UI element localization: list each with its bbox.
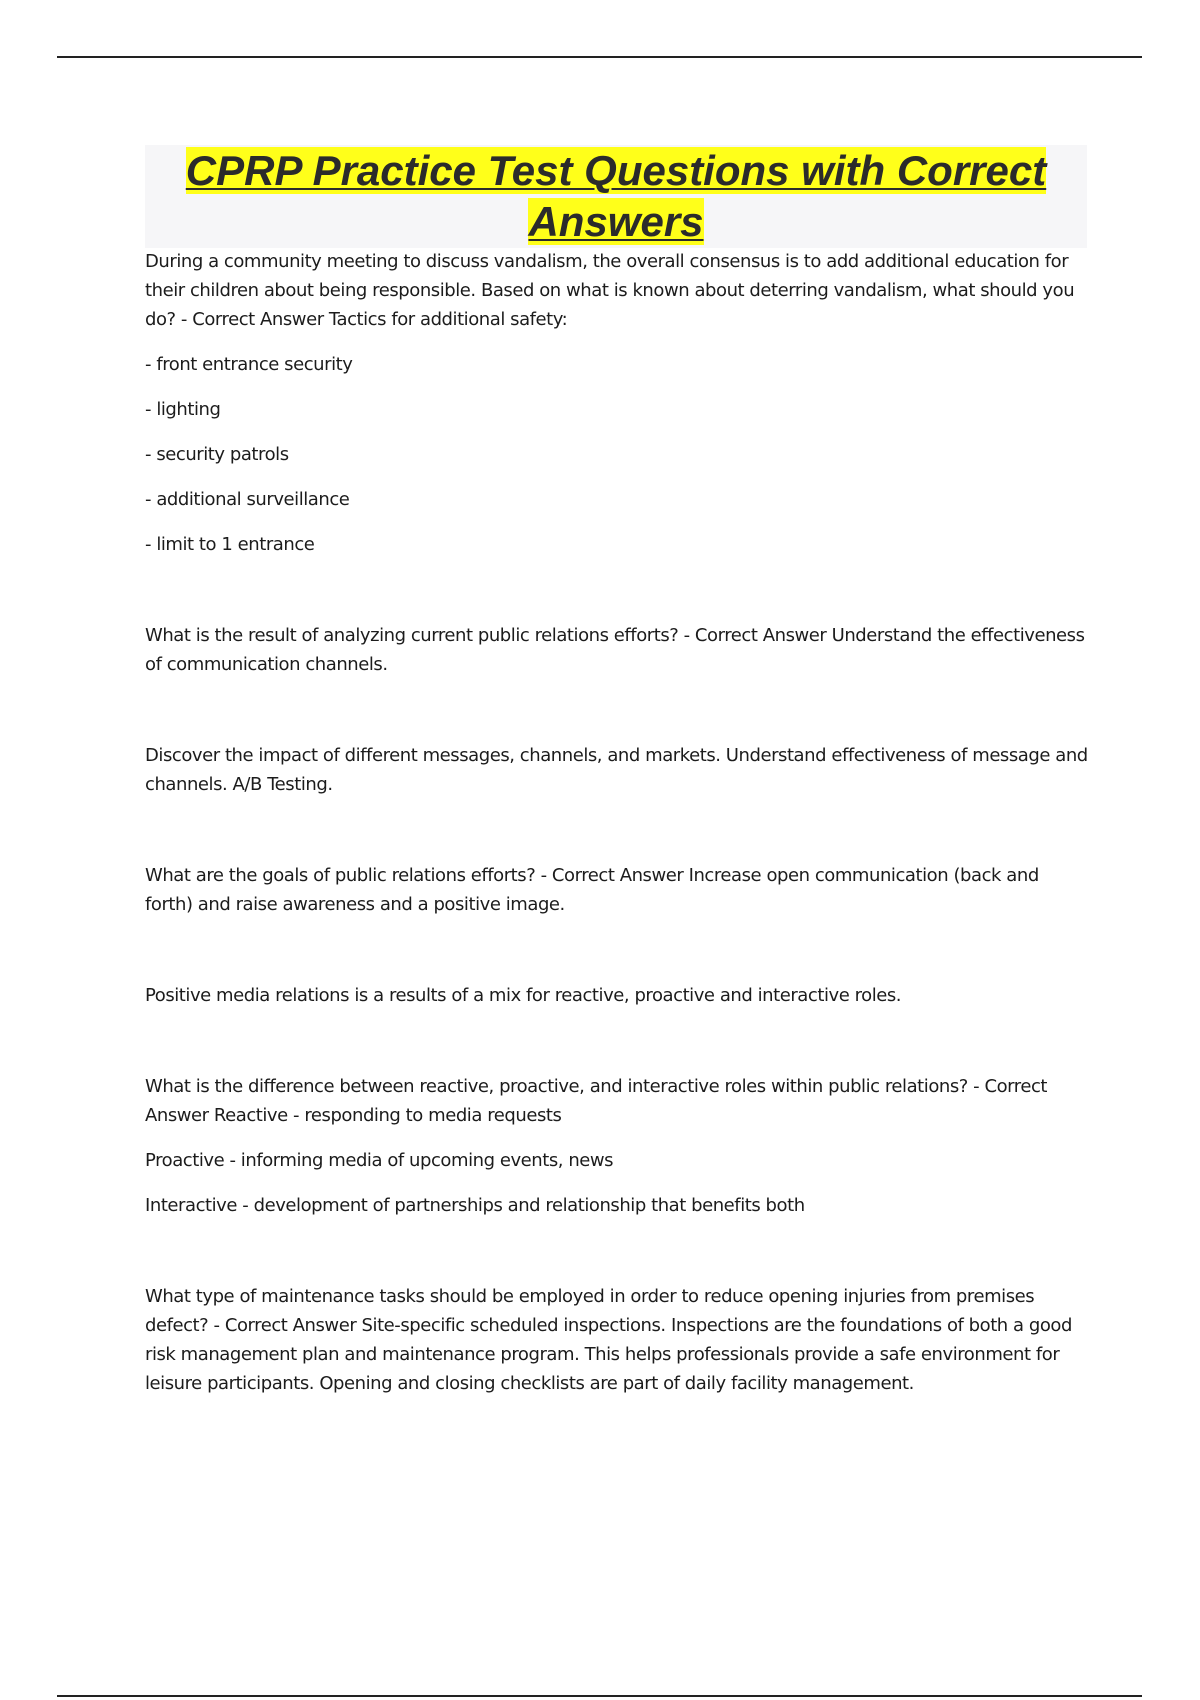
list-item: - front entrance security	[145, 354, 353, 375]
paragraph-ab-testing: Discover the impact of different messages, channels, and markets. Understand effectiveness of message and channels. A/B Testing.	[145, 745, 1088, 795]
list-item: - lighting	[145, 399, 221, 420]
question-maintenance: What type of maintenance tasks should be employed in order to reduce opening injuries from premises defect? - Correct Answer Site-specific scheduled inspections. Inspections are the foundations of both a good risk management plan and maintenance program. This helps professionals provide a safe environment for leisure participants. Opening and closing checklists are part of daily facility management.	[145, 1286, 1072, 1394]
list-item: - limit to 1 entrance	[145, 534, 315, 555]
title-line-1: CPRP Practice Test Questions with Correct	[185, 147, 1047, 194]
role-interactive: Interactive - development of partnerships and relationship that benefits both	[145, 1195, 805, 1216]
title-block	[145, 145, 1087, 248]
list-item: - additional surveillance	[145, 489, 350, 510]
paragraph-media-relations: Positive media relations is a results of a mix for reactive, proactive and interactive roles.	[145, 985, 902, 1006]
role-proactive: Proactive - informing media of upcoming events, news	[145, 1150, 614, 1171]
bottom-rule	[57, 1695, 1142, 1697]
title-line-2: Answers	[528, 198, 704, 245]
document-body	[145, 247, 1090, 1398]
list-item: - security patrols	[145, 444, 289, 465]
top-rule	[57, 56, 1142, 58]
question-pr-roles: What is the difference between reactive, proactive, and interactive roles within public relations? - Correct Answer Reactive - responding to media requests	[145, 1076, 1048, 1126]
question-pr-analysis: What is the result of analyzing current public relations efforts? - Correct Answer Understand the effectiveness of communication channels.	[145, 625, 1085, 675]
question-vandalism: During a community meeting to discuss vandalism, the overall consensus is to add additional education for their children about being responsible. Based on what is known about deterring vandalism, what should you do? - Correct Answer Tactics for additional safety:	[145, 251, 1075, 330]
document-title	[145, 145, 1087, 247]
question-pr-goals: What are the goals of public relations efforts? - Correct Answer Increase open communication (back and forth) and raise awareness and a positive image.	[145, 865, 1039, 915]
